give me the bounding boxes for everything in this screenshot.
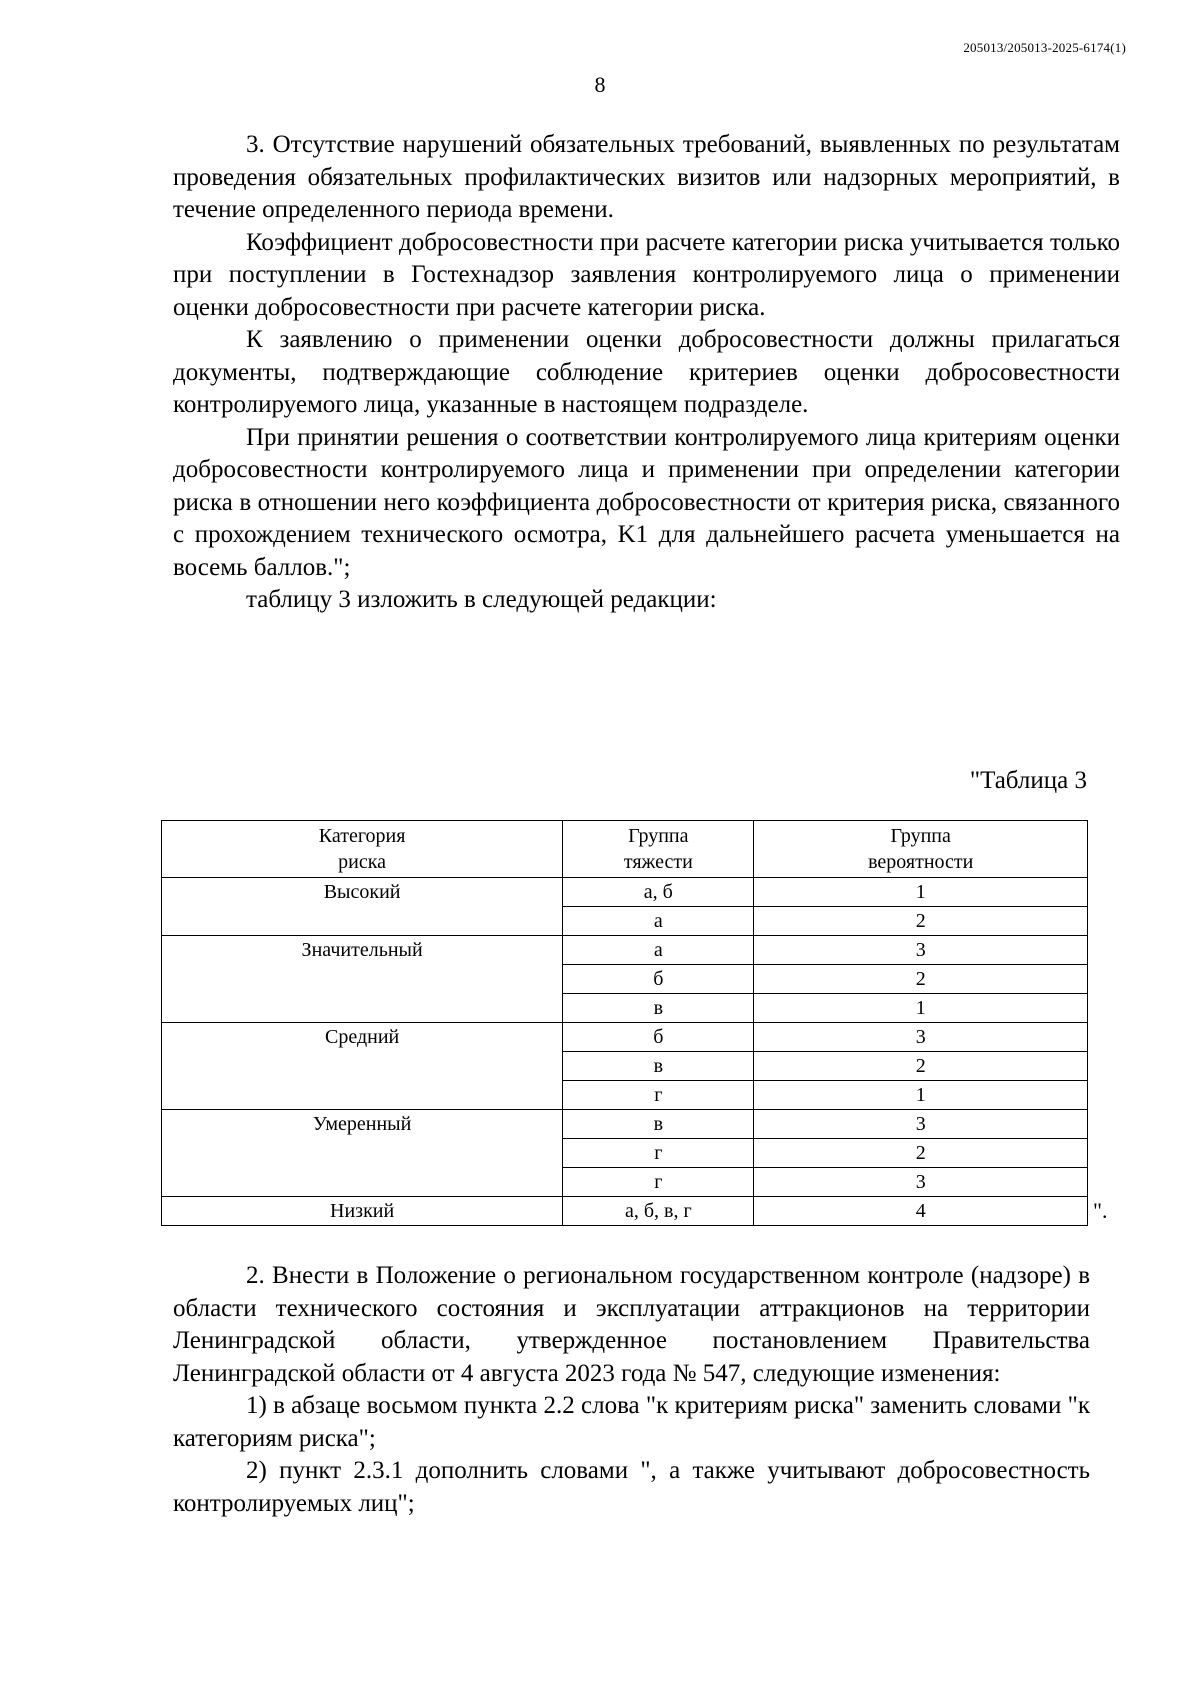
probability-cell: 3 (754, 1168, 1088, 1197)
text-block-top (173, 129, 1120, 617)
probability-cell: 3 (754, 1023, 1088, 1052)
page-number: 8 (594, 72, 606, 97)
severity-cell: б (563, 965, 754, 994)
probability-cell: 1 (754, 878, 1088, 907)
probability-cell: 2 (754, 907, 1088, 936)
severity-cell: в (563, 1052, 754, 1081)
header-severity-line: тяжести (623, 851, 693, 873)
table-row (162, 1023, 1088, 1052)
severity-cell: в (563, 994, 754, 1023)
severity-cell: г (563, 1168, 754, 1197)
paragraph: 2) пункт 2.3.1 дополнить словами ", а также учитывают добросовестность контролируемых лиц"; (173, 1457, 1090, 1517)
severity-cell: г (563, 1139, 754, 1168)
probability-cell: 2 (754, 965, 1088, 994)
category-cell: Высокий (162, 878, 563, 936)
paragraph: таблицу 3 изложить в следующей редакции: (246, 586, 717, 613)
document-id: 205013/205013-2025-6174(1) (963, 40, 1126, 55)
category-cell: Значительный (162, 936, 563, 1023)
header-category-line: Категория (318, 825, 406, 847)
header-probability-line: вероятности (868, 851, 974, 873)
severity-cell: а, б (563, 878, 754, 907)
probability-cell: 1 (754, 994, 1088, 1023)
risk-category-table (161, 820, 1088, 1226)
header-category (162, 821, 563, 878)
table-row (162, 936, 1088, 965)
probability-cell: 4 (754, 1197, 1088, 1226)
table-row (162, 1197, 1088, 1226)
paragraph: К заявлению о применении оценки добросовестности должны прилагаться документы, подтверждающие соблюдение критериев оценки добросовестности контролируемого лица, указанные в настоящем подразделе. (173, 326, 1120, 418)
header-category-line: риска (338, 851, 387, 873)
paragraph: 1) в абзаце восьмом пункта 2.2 слова "к критериям риска" заменить словами "к категориям риска"; (173, 1392, 1090, 1452)
severity-cell: а (563, 907, 754, 936)
text-block-bottom (173, 1260, 1090, 1520)
category-cell: Низкий (162, 1197, 563, 1226)
severity-cell: а, б, в, г (563, 1197, 754, 1226)
severity-cell: в (563, 1110, 754, 1139)
paragraph: При принятии решения о соответствии контролируемого лица критериям оценки добросовестности контролируемого лица и применении при определении категории риска в отношении него коэффициента добросовестности от критерия риска, связанного с прохождением технического осмотра, K1 для дальнейшего расчета уменьшается на восемь баллов."; (173, 423, 1120, 581)
header-severity (563, 821, 754, 878)
header-probability-line: Группа (890, 825, 951, 847)
header-severity-line: Группа (628, 825, 689, 847)
probability-cell: 3 (754, 1110, 1088, 1139)
header-probability (754, 821, 1088, 878)
table-row (162, 1110, 1088, 1139)
table-header-row (162, 821, 1088, 878)
category-cell: Умеренный (162, 1110, 563, 1197)
probability-cell: 2 (754, 1052, 1088, 1081)
severity-cell: а (563, 936, 754, 965)
paragraph: Коэффициент добросовестности при расчете категории риска учитывается только при поступлении в Гостехнадзор заявления контролируемого лица о применении оценки добросовестности при расчете категории риска. (173, 228, 1120, 321)
probability-cell: 3 (754, 936, 1088, 965)
severity-cell: б (563, 1023, 754, 1052)
table-caption: "Таблица 3 (969, 767, 1087, 794)
probability-cell: 2 (754, 1139, 1088, 1168)
table-row (162, 878, 1088, 907)
category-cell: Средний (162, 1023, 563, 1110)
severity-cell: г (563, 1081, 754, 1110)
table-end-mark: ". (1093, 1198, 1108, 1223)
probability-cell: 1 (754, 1081, 1088, 1110)
paragraph: 3. Отсутствие нарушений обязательных требований, выявленных по результатам проведения обязательных профилактических визитов или надзорных мероприятий, в течение определенного периода времени. (173, 131, 1120, 223)
paragraph: 2. Внести в Положение о региональном государственном контроле (надзоре) в области технического состояния и эксплуатации аттракционов на территории Ленинградской области, утвержденное постановлением Правительства Ленинградской области от 4 августа 2023 года № 547, следующие изменения: (173, 1262, 1090, 1387)
